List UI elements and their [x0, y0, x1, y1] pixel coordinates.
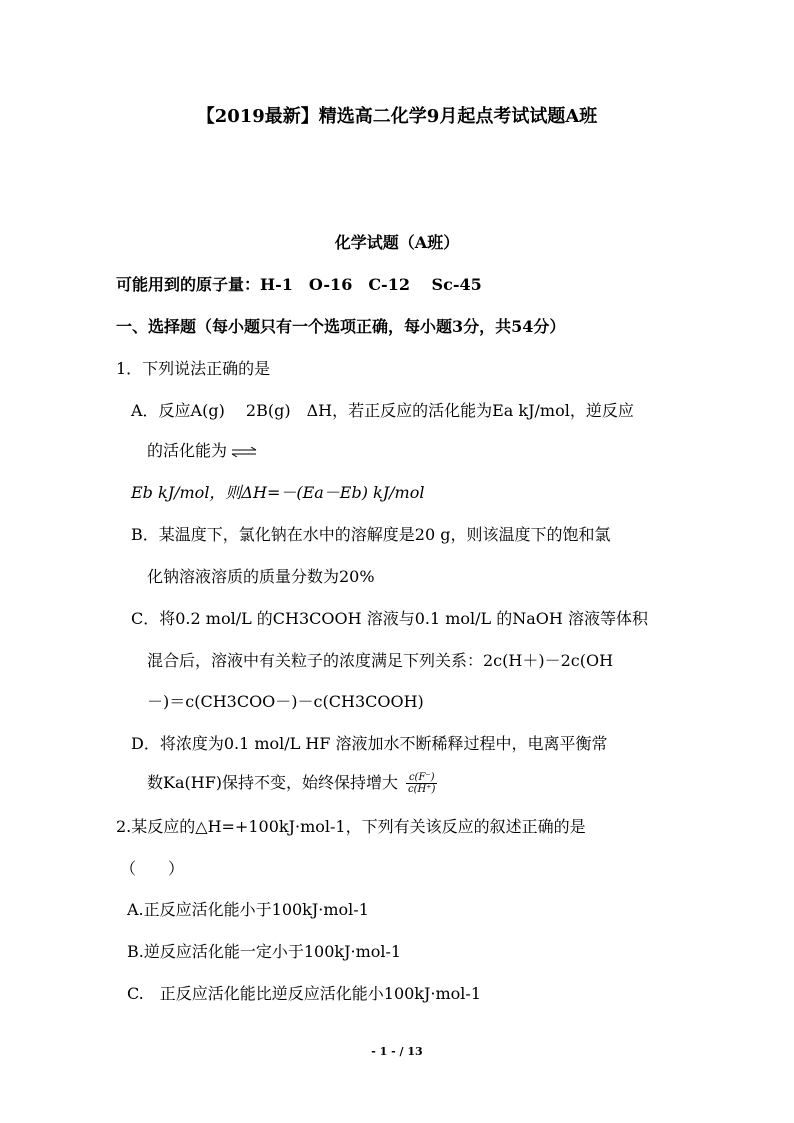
q1-option-c-line3: －)＝c(CH3COO－)－c(CH3COOH): [147, 692, 424, 711]
equilibrium-arrow-icon: [231, 442, 257, 462]
section1-heading: 一、选择题（每小题只有一个选项正确，每小题3分，共54分）: [116, 317, 566, 336]
q1-option-b-line2: 化钠溶液溶质的质量分数为20%: [147, 567, 375, 586]
page-footer: - 1 - / 13: [371, 1045, 423, 1058]
q1-option-a-line1: A．反应A(g) 2B(g) ΔH，若正反应的活化能为Ea kJ/mol，逆反应: [131, 401, 634, 420]
exam-subtitle: 化学试题（A班）: [334, 233, 460, 252]
q1-option-a-line2: [147, 441, 257, 462]
q1-option-d-line2-text: 数Ka(HF)保持不变，始终保持增大: [147, 773, 399, 792]
fraction-numerator: c(F⁻): [406, 772, 437, 784]
q2-stem: 2.某反应的△H=+100kJ·mol-1，下列有关该反应的叙述正确的是: [116, 817, 586, 836]
q1-option-d-line1: D．将浓度为0.1 mol/L HF 溶液加水不断稀释过程中，电离平衡常: [131, 734, 608, 753]
q1-option-c-line1: C．将0.2 mol/L 的CH3COOH 溶液与0.1 mol/L 的NaOH 溶液等体积: [131, 609, 648, 628]
q2-option-c: C. 正反应活化能比逆反应活化能小100kJ·mol-1: [127, 984, 482, 1003]
q2-option-b: B.逆反应活化能一定小于100kJ·mol-1: [127, 942, 402, 961]
q1-option-a-line2-text: 的活化能为: [147, 441, 228, 460]
atomic-masses: 可能用到的原子量：H-1 O-16 C-12 Sc-45: [116, 275, 482, 294]
q1-stem: 1．下列说法正确的是: [116, 359, 271, 378]
q1-option-d-line2: [147, 772, 437, 795]
document-title: 【2019最新】精选高二化学9月起点考试试题A班: [196, 106, 598, 127]
q1-option-a-line3: Eb kJ/mol，则ΔH=－(Ea－Eb) kJ/mol: [131, 483, 425, 502]
q1-option-c-line2: 混合后，溶液中有关粒子的浓度满足下列关系：2c(H＋)－2c(OH: [147, 651, 614, 670]
q2-option-a: A.正反应活化能小于100kJ·mol-1: [127, 900, 369, 919]
q1-option-b-line1: B．某温度下，氯化钠在水中的溶解度是20 g，则该温度下的饱和氯: [131, 525, 611, 544]
fraction-denominator: c(H⁺): [408, 784, 436, 795]
q2-answer-paren: （ ）: [120, 859, 185, 878]
concentration-ratio-fraction: [406, 772, 437, 795]
